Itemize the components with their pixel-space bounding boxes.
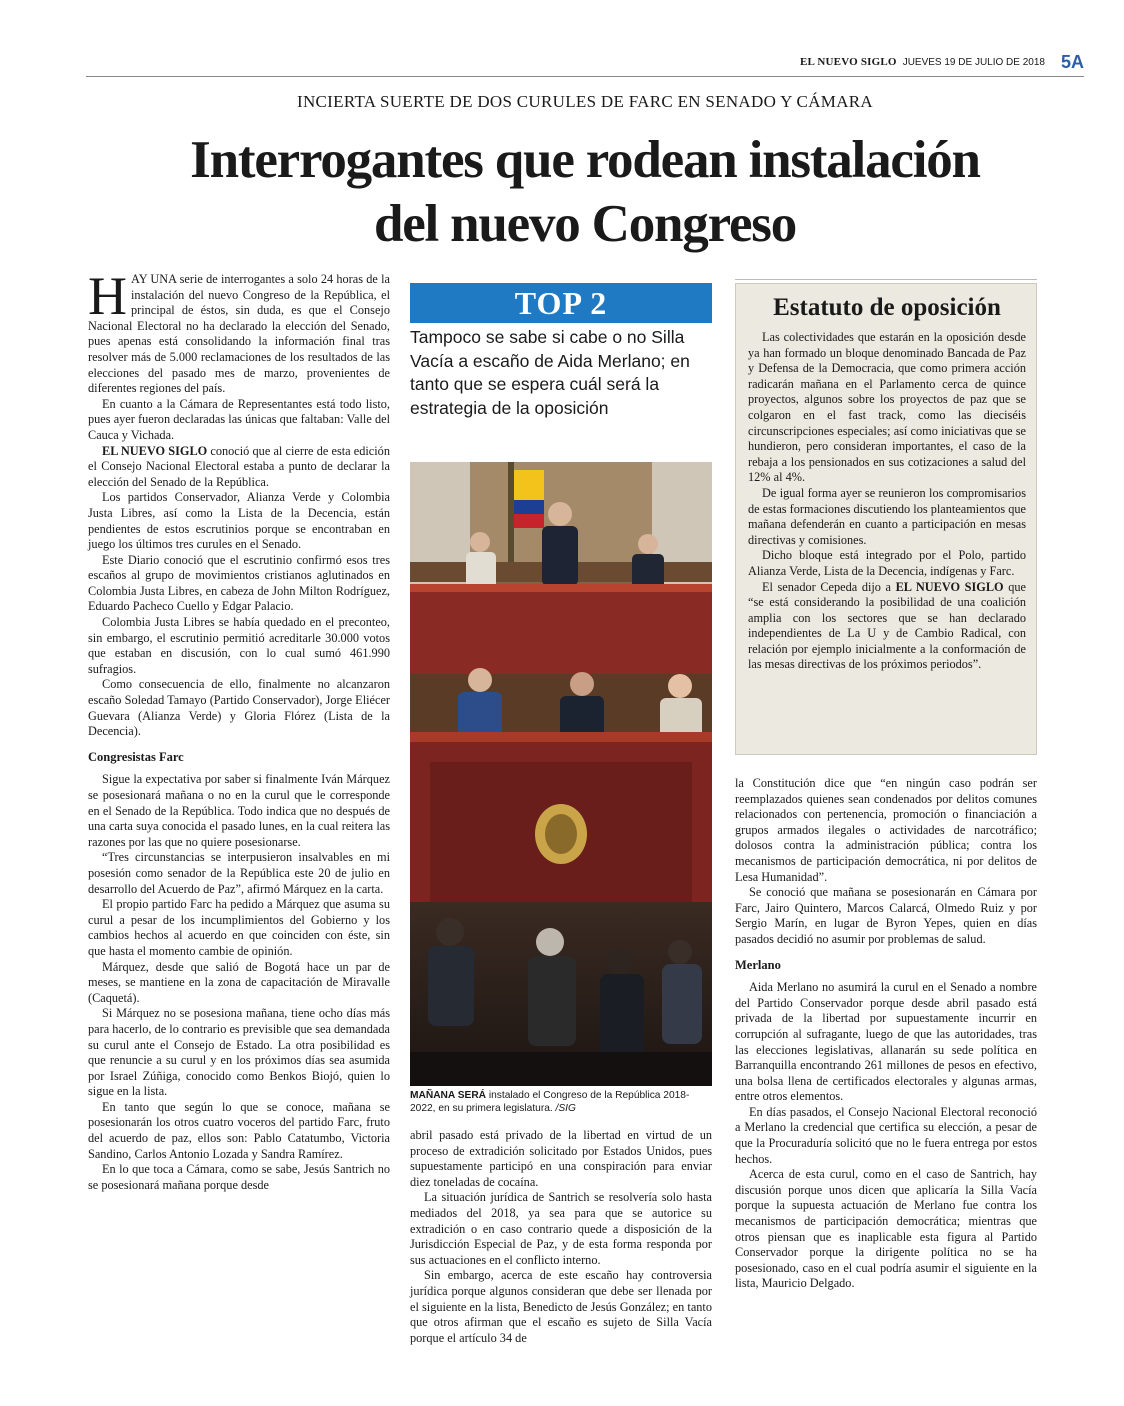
paragraph: Márquez, desde que salió de Bogotá hace un par de meses, se mantiene en la zona de capacitación de Miravalle (Caquetá). [88, 959, 390, 1005]
issue-date: JUEVES 19 DE JULIO DE 2018 [902, 56, 1045, 68]
lead-paragraph [88, 266, 390, 397]
caption-lead: MAÑANA SERÁ [410, 1090, 487, 1101]
paragraph: abril pasado está privado de la libertad en virtud de un proceso de extradición solicitado por Estados Unidos, pues supuestamente participó en una conspiración para enviar diez toneladas de cocaína. [410, 1128, 712, 1189]
photo-credit: /SIG [552, 1103, 576, 1114]
article-column-3 [735, 776, 1037, 1292]
paragraph: El propio partido Farc ha pedido a Márquez que asuma su curul a pesar de los incumplimientos del Gobierno y los cambios hechos al acuerdo en que coinciden con éste, sin que hasta el momento cambie de opinión. [88, 897, 390, 958]
headline-line-1: Interrogantes que rodean instalación [190, 131, 980, 189]
masthead [800, 50, 1084, 74]
article-column-2 [410, 1128, 712, 1346]
top-divider [86, 76, 1084, 77]
paragraph: Como consecuencia de ello, finalmente no alcanzaron escaño Soledad Tamayo (Partido Conservador), Jorge Eliécer Guevara (Alianza Verde) y Gloria Flórez (Lista de la Decencia). [88, 677, 390, 739]
page-number: 5A [1060, 51, 1084, 72]
photo-caption [410, 1089, 712, 1115]
kicker: INCIERTA SUERTE DE DOS CURULES DE FARC EN SENADO Y CÁMARA [297, 92, 873, 111]
paragraph: Colombia Justa Libres se había quedado en el preconteo, sin embargo, el escrutinio permitió acreditarle 30.000 votos que estaban en discusión, con lo cual sumó 461.990 sufragios. [88, 615, 390, 676]
subheading: Congresistas Farc [88, 749, 184, 764]
sidebar-text: El senador Cepeda dijo a [762, 579, 896, 594]
sidebar-title: Estatuto de oposición [773, 294, 1001, 321]
paragraph: Si Márquez no se posesiona mañana, tiene ocho días más para hacerlo, de lo contrario es previsible que sea demandada su curul ante el Consejo de Estado. La otra posibilidad es que renuncie a su curul y en los próximos días sea asumida por Israel Zúñiga, conocido como Benkos Biojó, quien lo sigue en la lista. [88, 1006, 390, 1099]
paragraph: Aida Merlano no asumirá la curul en el Senado a nombre del Partido Conservador porque desde abril pasado está privada de la libertad por supuestamente incurrir en corrupción al sufragante, luego de que las autoridades, tras las elecciones legislativas, allanarán su sede política en Barranquilla encontrando 261 millones de pesos en efectivo, una bolsa llena de certificados electorales y algunas armas, entre otros elementos. [735, 980, 1037, 1104]
paper-name-inline: EL NUEVO SIGLO [895, 579, 1004, 594]
paragraph: En días pasados, el Consejo Nacional Electoral reconoció a Merlano la credencial que certifica su elección, a pesar de que la Procuraduría solicitó que no le fuera entrega por estos hechos. [735, 1104, 1037, 1166]
subheading: Merlano [735, 957, 781, 972]
sidebar-paragraph: De igual forma ayer se reunieron los compromisarios de estas formaciones discutiendo los planteamientos que mañana defenderán en cuanto a participación en mesas directivas y comisiones. [748, 485, 1026, 547]
paragraph: Sin embargo, acerca de este escaño hay controversia jurídica porque algunos consideran que debe ser llenada por el siguiente en la lista, Benedicto de Jesús González; en tanto que otros afirman que el escaño es sujeto de Silla Vacía porque el artículo 34 de [410, 1268, 712, 1345]
paragraph: Sigue la expectativa por saber si finalmente Iván Márquez se posesionará mañana o no en la curul que le corresponde en el Senado de la República. Todo indica que no después de una carta suya conocida el pasado lunes, en la cual reitera las razones por las que no quiere posesionarse. [88, 772, 390, 849]
sidebar-paragraph [748, 580, 1026, 674]
paragraph: Se conoció que mañana se posesionarán en Cámara por Farc, Jairo Quintero, Marcos Calarcá, Olmedo Ruiz y por Sergio Marín, en lugar de Byron Yepes, quien en días pasados decidió no asumir por problemas de salud. [735, 885, 1037, 946]
paper-name-inline: EL NUEVO SIGLO [102, 443, 208, 458]
lead-text: AY UNA serie de interrogantes a solo 24 horas de la instalación del nuevo Congreso de la República, el principal de éstos, sin duda, es que el Consejo Nacional Electoral no ha declarado la elección del Senado, pues apenas está consolidando la información final tras resolver más de 5.000 reclamaciones de los resultados de las elecciones del pasado mes de marzo, provenientes de diferentes regiones del país. [88, 272, 390, 396]
caption-text: instalado el Congreso de la República 2018-2022, en su primera legislatura. [410, 1090, 690, 1114]
top2-banner: TOP 2 [410, 283, 712, 323]
paragraph: En tanto que según lo que se conoce, mañana se posesionarán los otros cuatro voceros del partido Farc, fruto del acuerdo de paz, ellos son: Pablo Catatumbo, Victoria Sandino, Carlos Antonio Lozada y Sandra Ramírez. [88, 1099, 390, 1161]
paragraph: la Constitución dice que “en ningún caso podrán ser reemplazados quienes sean condenados por delitos comunes relacionados con pertenencia, promoción o financiación a grupos armados ilegales o actividades de narcotráfico; dolosos contra la administración pública; contra los mecanismos de participación democrática, ni por delitos de Lesa Humanidad”. [735, 776, 1037, 884]
paragraph: Acerca de esta curul, como en el caso de Santrich, hay discusión porque unos dicen que aplicaría la Silla Vacía porque la supuesta actuación de Merlano fue contra los mecanismos de participación democrática; mientras que otros piensan que es inaplicable esta figura al Partido Conservador porque la dirigente política no se ha posesionado, caso en el cual podría asumir el siguiente en la lista, Mauricio Delgado. [735, 1167, 1037, 1291]
sidebar-paragraph: Dicho bloque está integrado por el Polo, partido Alianza Verde, Lista de la Decencia, indígenas y Farc. [748, 548, 1026, 578]
top2-deck: Tampoco se sabe si cabe o no Silla Vacía a escaño de Aida Merlano; en tanto que se espera cuál será la estrategia de la oposición [410, 327, 690, 418]
sidebar-paragraph: Las colectividades que estarán en la oposición desde ya han formado un bloque denominado Bancada de Paz y Defensa de la Democracia, que como primera acción radicarán mañana en el Parlamento cerca de quince proyectos, algunos sobre los proyectos de paz que se colgaron en el fast track, como las dieciséis circunscripciones especiales; así como iniciativas que se hundieron, pero consideran importantes, el caso de la rebaja a los pensionados en sus cotizaciones a salud del 12% al 4%. [748, 330, 1026, 485]
headline-line-2: del nuevo Congreso [373, 195, 797, 253]
paragraph: En lo que toca a Cámara, como se sabe, Jesús Santrich no se posesionará mañana porque desde [88, 1162, 390, 1192]
paragraph-text: conoció que al cierre de esta edición el Consejo Nacional Electoral estaba a punto de declarar la elección del Senado de la República. [88, 443, 390, 489]
paragraph: La situación jurídica de Santrich se resolvería solo hasta mediados del 2018, ya sea para que se autorice su extradición o en caso contrario quede a disposición de la Jurisdicción Especial de Paz, y de esta forma responda por sus actuaciones en el conflicto interno. [410, 1190, 712, 1267]
paragraph [88, 444, 390, 491]
newspaper-name: EL NUEVO SIGLO [799, 56, 897, 68]
paragraph: “Tres circunstancias se interpusieron insalvables en mi posesión como senador de la República este 20 de julio en desarrollo del Acuerdo de Paz”, afirmó Márquez en la carta. [88, 850, 390, 896]
paragraph: En cuanto a la Cámara de Representantes está todo listo, pues ayer fueron declaradas las únicas que faltaban: Valle del Cauca y Vichada. [88, 396, 390, 442]
headline [86, 128, 1084, 256]
article-column-1 [88, 266, 390, 1193]
sidebar-box [735, 283, 1037, 755]
sidebar-body [748, 330, 1026, 673]
drop-cap: H [88, 266, 127, 326]
paragraph: Este Diario conoció que el escrutinio confirmó esos tres escaños al grupo de movimientos cristianos aglutinados en Colombia Justa Libres, en cabeza de John Milton Rodríguez, Eduardo Pacheco Cuello y Edgar Palacio. [88, 552, 390, 614]
sidebar-divider [735, 279, 1037, 280]
paragraph: Los partidos Conservador, Alianza Verde y Colombia Justa Libres, así como la Lista de la Decencia, están pendientes de estos escrutinios porque se encontraban en juego los últimos tres curules en el Senado. [88, 490, 390, 552]
congress-photo [410, 462, 712, 1086]
sidebar-text: que “se está considerando la posibilidad de una coalición amplia con los sectores que se han declarado independientes de La U y de Cambio Radical, con relación por ejemplo inicialmente a la conformación de las mesas directivas de los próximos periodos”. [748, 579, 1026, 672]
congress-photo-icon [410, 462, 712, 1086]
